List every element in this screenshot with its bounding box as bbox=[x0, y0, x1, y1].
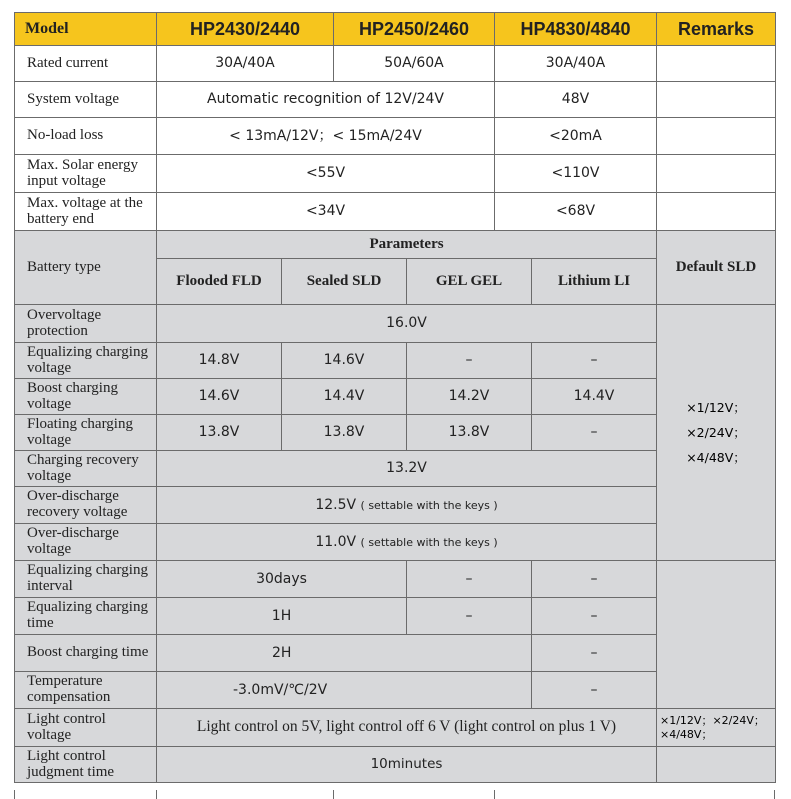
row-label: Max. Solar energy input voltage bbox=[15, 155, 157, 193]
cell-value: 30A/40A bbox=[157, 46, 334, 82]
battery-type: Flooded FLD bbox=[157, 259, 282, 305]
cell-value: < 13mA/12V；< 15mA/24V bbox=[157, 118, 495, 155]
cell-value: – bbox=[532, 415, 657, 451]
cell-value: 14.6V bbox=[282, 343, 407, 379]
cell-value: 14.6V bbox=[157, 379, 282, 415]
note-text: ( settable with the keys ) bbox=[360, 535, 498, 549]
table-row bbox=[15, 561, 776, 598]
remarks-label: Remarks bbox=[657, 13, 776, 46]
cell-value: 14.4V bbox=[532, 379, 657, 415]
row-label: Temperature compensation bbox=[15, 672, 157, 709]
cell-value: 14.2V bbox=[407, 379, 532, 415]
table-row bbox=[15, 46, 776, 82]
cell-value: 48V bbox=[495, 82, 657, 118]
cell-value: 2H bbox=[157, 635, 532, 672]
remark-cell bbox=[657, 118, 776, 155]
row-label: Light control judgment time bbox=[15, 747, 157, 783]
row-label: Equalizing charging interval bbox=[15, 561, 157, 598]
cell-value: – bbox=[532, 598, 657, 635]
value-text: 12.5V bbox=[315, 496, 357, 513]
value-text: 11.0V bbox=[315, 533, 357, 550]
cell-value: – bbox=[532, 635, 657, 672]
table-row bbox=[15, 305, 776, 343]
battery-type-label: Battery type bbox=[15, 231, 157, 305]
remark-cell bbox=[657, 709, 776, 747]
table-row bbox=[15, 747, 776, 783]
cell-value: 16.0V bbox=[157, 305, 657, 343]
battery-type: Sealed SLD bbox=[282, 259, 407, 305]
cell-value: <110V bbox=[495, 155, 657, 193]
table-row bbox=[15, 709, 776, 747]
row-label: Equalizing charging voltage bbox=[15, 343, 157, 379]
model-label: Model bbox=[15, 13, 157, 46]
model-col-2: HP2450/2460 bbox=[334, 13, 495, 46]
model-col-1: HP2430/2440 bbox=[157, 13, 334, 46]
cell-value bbox=[157, 524, 657, 561]
table-row bbox=[15, 193, 776, 231]
cell-value: – bbox=[407, 561, 532, 598]
cell-value: <55V bbox=[157, 155, 495, 193]
cell-value: <34V bbox=[157, 193, 495, 231]
cell-value: 1H bbox=[157, 598, 407, 635]
cell-value: Automatic recognition of 12V/24V bbox=[157, 82, 495, 118]
cell-value: – bbox=[532, 672, 657, 709]
cell-value: – bbox=[407, 343, 532, 379]
row-label: Boost charging time bbox=[15, 635, 157, 672]
row-label: Over-discharge recovery voltage bbox=[15, 487, 157, 524]
row-label: Rated current bbox=[15, 46, 157, 82]
battery-type: GEL GEL bbox=[407, 259, 532, 305]
default-value: ×2/24V； bbox=[686, 425, 746, 440]
row-label: Charging recovery voltage bbox=[15, 451, 157, 487]
remark-cell bbox=[657, 82, 776, 118]
next-row-edge bbox=[14, 790, 775, 799]
cell-value: – bbox=[407, 598, 532, 635]
cell-value: 30A/40A bbox=[495, 46, 657, 82]
row-label: Overvoltage protection bbox=[15, 305, 157, 343]
table-row bbox=[15, 82, 776, 118]
cell-value: 10minutes bbox=[157, 747, 657, 783]
cell-value: 30days bbox=[157, 561, 407, 598]
cell-value bbox=[157, 487, 657, 524]
cell-value: Light control on 5V, light control off 6 V (light control on plus 1 V) bbox=[157, 709, 657, 747]
row-label: Equalizing charging time bbox=[15, 598, 157, 635]
table-row bbox=[15, 118, 776, 155]
row-label: Light control voltage bbox=[15, 709, 157, 747]
cell-value: 13.2V bbox=[157, 451, 657, 487]
row-label: Boost charging voltage bbox=[15, 379, 157, 415]
cell-value: 50A/60A bbox=[334, 46, 495, 82]
remark-text: ×1/12V；×2/24V； bbox=[660, 713, 765, 727]
default-values bbox=[657, 305, 776, 561]
cell-value: <20mA bbox=[495, 118, 657, 155]
cell-value: 13.8V bbox=[282, 415, 407, 451]
spec-table bbox=[14, 12, 776, 783]
row-label: No-load loss bbox=[15, 118, 157, 155]
cell-value: 14.8V bbox=[157, 343, 282, 379]
cell-value: – bbox=[532, 561, 657, 598]
remark-cell bbox=[657, 193, 776, 231]
remark-cell bbox=[657, 747, 776, 783]
remark-cell bbox=[657, 561, 776, 709]
battery-type: Lithium LI bbox=[532, 259, 657, 305]
header-row bbox=[15, 13, 776, 46]
row-label: Over-discharge voltage bbox=[15, 524, 157, 561]
remark-cell bbox=[657, 155, 776, 193]
default-value: ×4/48V； bbox=[686, 450, 746, 465]
default-value: ×1/12V； bbox=[686, 400, 746, 415]
row-label: Max. voltage at the battery end bbox=[15, 193, 157, 231]
table-row bbox=[15, 155, 776, 193]
remark-text: ×4/48V； bbox=[660, 727, 713, 741]
cell-value: 13.8V bbox=[157, 415, 282, 451]
cell-value: -3.0mV/℃/2V bbox=[157, 672, 532, 709]
cell-value: 14.4V bbox=[282, 379, 407, 415]
remark-cell bbox=[657, 46, 776, 82]
parameters-label: Parameters bbox=[157, 231, 657, 259]
model-col-3: HP4830/4840 bbox=[495, 13, 657, 46]
note-text: ( settable with the keys ) bbox=[360, 498, 498, 512]
default-label: Default SLD bbox=[657, 231, 776, 305]
cell-value: – bbox=[532, 343, 657, 379]
table-row bbox=[15, 231, 776, 259]
row-label: System voltage bbox=[15, 82, 157, 118]
row-label: Floating charging voltage bbox=[15, 415, 157, 451]
cell-value: 13.8V bbox=[407, 415, 532, 451]
cell-value: <68V bbox=[495, 193, 657, 231]
